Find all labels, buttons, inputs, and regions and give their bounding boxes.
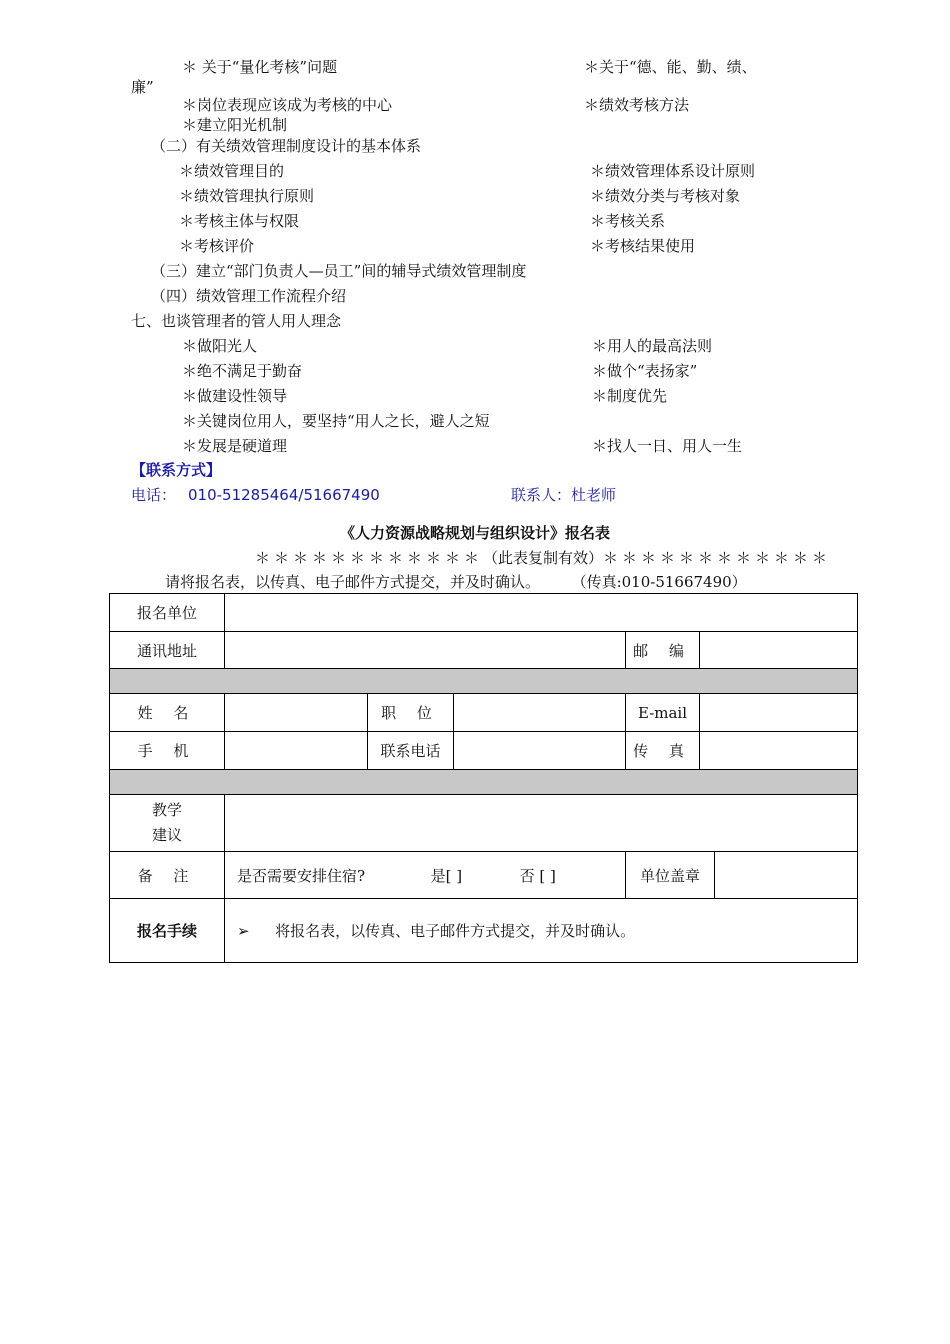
outline-item: ＊绩效管理体系设计原则 (590, 162, 756, 180)
stars-decoration: ＊＊＊＊＊＊＊＊＊＊＊＊ (603, 549, 832, 567)
outline-item: ＊ 关于“量化考核”问题 (182, 58, 338, 76)
lodging-no-checkbox[interactable]: 否 [ ] (519, 866, 556, 885)
contact-phone-label: 电话： (131, 486, 177, 504)
registration-form (109, 593, 858, 963)
outline-item: ＊绩效管理目的 (179, 162, 285, 180)
lodging-cell (225, 852, 626, 899)
section-heading: （四）绩效管理工作流程介绍 (151, 287, 347, 305)
lodging-question: 是否需要安排住宿? (237, 866, 366, 885)
mobile-field[interactable] (225, 732, 368, 770)
advice-label (110, 795, 225, 852)
advice-label-line2: 建议 (151, 826, 182, 844)
fax-field[interactable] (700, 732, 858, 770)
org-field[interactable] (225, 594, 858, 632)
email-field[interactable] (700, 694, 858, 732)
chapter-heading: 七、也谈管理者的管人用人理念 (131, 312, 342, 330)
name-label: 姓 名 (110, 694, 225, 732)
outline-item: ＊考核关系 (590, 212, 666, 230)
form-instruction: 请将报名表，以传真、电子邮件方式提交，并及时确认。 (165, 573, 541, 591)
separator-row (110, 770, 858, 795)
outline-item: ＊找人一日、用人一生 (592, 437, 743, 455)
contact-heading: 【联系方式】 (131, 461, 222, 479)
position-label: 职 位 (368, 694, 454, 732)
contact-phone: 010-51285464/51667490 (188, 486, 380, 504)
org-label: 报名单位 (110, 594, 225, 632)
tel-field[interactable] (454, 732, 626, 770)
outline-item-wrap: 廉” (131, 78, 154, 96)
position-field[interactable] (454, 694, 626, 732)
outline-item: ＊关于“德、能、勤、绩、 (584, 58, 757, 76)
outline-item: ＊绩效考核方法 (584, 96, 690, 114)
outline-item: ＊绩效管理执行原则 (179, 187, 315, 205)
seal-field[interactable] (715, 852, 858, 899)
form-title: 《人力资源战略规划与组织设计》报名表 (339, 524, 610, 542)
outline-item: ＊绝不满足于勤奋 (182, 362, 303, 380)
outline-item: ＊考核评价 (179, 237, 255, 255)
address-label: 通讯地址 (110, 632, 225, 669)
tel-label: 联系电话 (368, 732, 454, 770)
section-heading: （二）有关绩效管理制度设计的基本体系 (151, 137, 422, 155)
advice-label-line1: 教学 (151, 801, 182, 819)
lodging-yes-checkbox[interactable]: 是[ ] (430, 866, 463, 885)
advice-field[interactable] (225, 795, 858, 852)
stars-decoration: ＊＊＊＊＊＊＊＊＊＊＊＊ (255, 549, 484, 567)
contact-person: 联系人：杜老师 (511, 486, 617, 504)
outline-item: ＊考核主体与权限 (179, 212, 300, 230)
outline-item: ＊发展是硬道理 (182, 437, 288, 455)
fax-label: 传 真 (626, 732, 700, 770)
outline-item: ＊考核结果使用 (590, 237, 696, 255)
address-field[interactable] (225, 632, 626, 669)
copy-note: （此表复制有效） (483, 549, 604, 567)
procedure-cell (225, 899, 858, 963)
remark-label: 备 注 (110, 852, 225, 899)
seal-label: 单位盖章 (626, 852, 715, 899)
outline-item: ＊做阳光人 (182, 337, 258, 355)
postcode-label: 邮 编 (626, 632, 700, 669)
name-field[interactable] (225, 694, 368, 732)
outline-item: ＊用人的最高法则 (592, 337, 713, 355)
mobile-label: 手 机 (110, 732, 225, 770)
outline-item: ＊做建设性领导 (182, 387, 288, 405)
outline-item: ＊岗位表现应该成为考核的中心 (182, 96, 393, 114)
arrow-bullet-icon: ➢ (237, 922, 250, 940)
outline-item: ＊制度优先 (592, 387, 668, 405)
separator-row (110, 669, 858, 694)
email-label: E-mail (626, 694, 700, 732)
outline-item: ＊建立阳光机制 (182, 116, 288, 134)
outline-item: ＊绩效分类与考核对象 (590, 187, 741, 205)
procedure-text: 将报名表，以传真、电子邮件方式提交，并及时确认。 (275, 922, 636, 940)
procedure-label: 报名手续 (110, 899, 225, 963)
section-heading: （三）建立“部门负责人—员工”间的辅导式绩效管理制度 (151, 262, 527, 280)
outline-item: ＊做个“表扬家” (592, 362, 698, 380)
outline-item: ＊关键岗位用人，要坚持“用人之长，避人之短 (182, 412, 490, 430)
postcode-field[interactable] (700, 632, 858, 669)
fax-number: （传真:010-51667490） (571, 573, 747, 591)
